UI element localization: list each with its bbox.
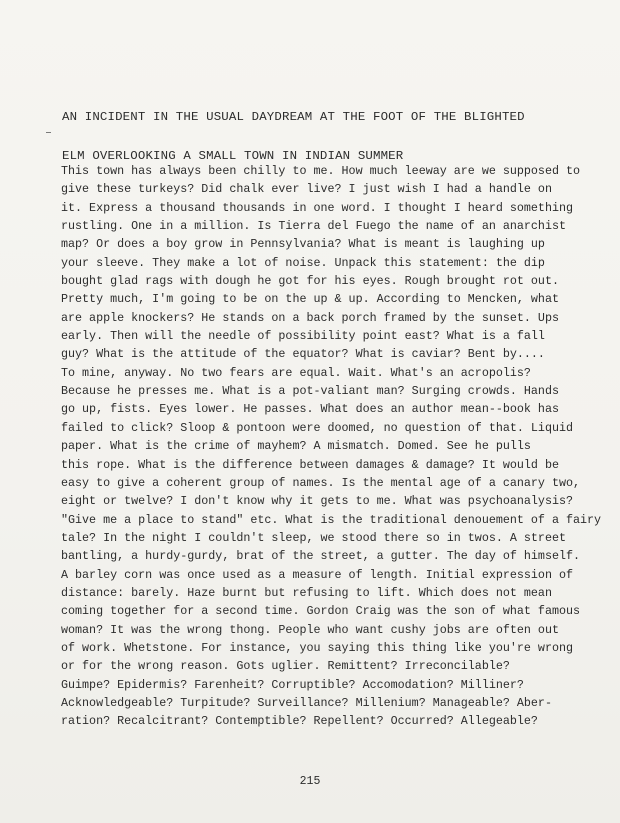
body-line: ration? Recalcitrant? Contemptible? Repellent? Occurred? Allegeable? xyxy=(61,714,538,729)
body-line: of work. Whetstone. For instance, you saying this thing like you're wrong xyxy=(61,640,573,655)
body-line: A barley corn was once used as a measure of length. Initial expression of xyxy=(61,567,573,582)
body-line: distance: barely. Haze burnt but refusing to lift. Which does not mean xyxy=(61,585,552,600)
body-line: paper. What is the crime of mayhem? A mismatch. Domed. See he pulls xyxy=(61,439,531,454)
body-line: map? Or does a boy grow in Pennsylvania? What is meant is laughing up xyxy=(61,237,545,252)
body-line: Guimpe? Epidermis? Farenheit? Corruptible? Accomodation? Milliner? xyxy=(61,677,524,692)
body-line: Acknowledgeable? Turpitude? Surveillance? Millenium? Manageable? Aber- xyxy=(61,695,552,710)
body-line: this rope. What is the difference between damages & damage? It would be xyxy=(61,457,559,472)
body-line: your sleeve. They make a lot of noise. Unpack this statement: the dip xyxy=(61,255,545,270)
body-line: "Give me a place to stand" etc. What is the traditional denouement of a fairy xyxy=(61,512,602,527)
body-line: This town has always been chilly to me. How much leeway are we supposed to xyxy=(61,164,581,178)
body-line: coming together for a second time. Gordon Craig was the son of what famous xyxy=(61,604,581,619)
body-line: it. Express a thousand thousands in one word. I thought I heard something xyxy=(61,200,573,215)
body-line: To mine, anyway. No two fears are equal. Wait. What's an acropolis? xyxy=(61,365,531,380)
page-number: 215 xyxy=(299,775,321,788)
margin-mark xyxy=(46,132,51,133)
body-line: guy? What is the attitude of the equator? What is caviar? Bent by.... xyxy=(61,347,545,362)
body-line: failed to click? Sloop & pontoon were doomed, no question of that. Liquid xyxy=(61,420,573,435)
body-line: bought glad rags with dough he got for his eyes. Rough brought rot out. xyxy=(61,274,559,289)
body-line: give these turkeys? Did chalk ever live? I just wish I had a handle on xyxy=(61,182,552,197)
body-line: easy to give a coherent group of names. Is the mental age of a canary two, xyxy=(61,475,581,490)
body-line: Pretty much, I'm going to be on the up & up. According to Mencken, what xyxy=(61,292,559,307)
body-line: early. Then will the needle of possibility point east? What is a fall xyxy=(61,329,545,344)
body-line: bantling, a hurdy-gurdy, brat of the street, a gutter. The day of himself. xyxy=(61,549,581,564)
body-line: Because he presses me. What is a pot-valiant man? Surging crowds. Hands xyxy=(61,384,559,399)
body-line: tale? In the night I couldn't sleep, we stood there so in twos. A street xyxy=(61,530,566,545)
body-line: are apple knockers? He stands on a back porch framed by the sunset. Ups xyxy=(61,310,559,325)
body-line: eight or twelve? I don't know why it gets to me. What was psychoanalysis? xyxy=(61,494,573,509)
title-line-1: AN INCIDENT IN THE USUAL DAYDREAM AT THE FOOT OF THE BLIGHTED xyxy=(62,110,525,124)
body-text xyxy=(61,162,606,731)
body-line: woman? It was the wrong thong. People who want cushy jobs are often out xyxy=(61,622,559,637)
body-line: rustling. One in a million. Is Tierra del Fuego the name of an anarchist xyxy=(61,219,566,234)
body-line: or for the wrong reason. Gots uglier. Remittent? Irreconcilable? xyxy=(61,659,510,674)
body-line: go up, fists. Eyes lower. He passes. What does an author mean--book has xyxy=(61,402,559,417)
title-line-2: ELM OVERLOOKING A SMALL TOWN IN INDIAN SUMMER xyxy=(62,149,404,163)
